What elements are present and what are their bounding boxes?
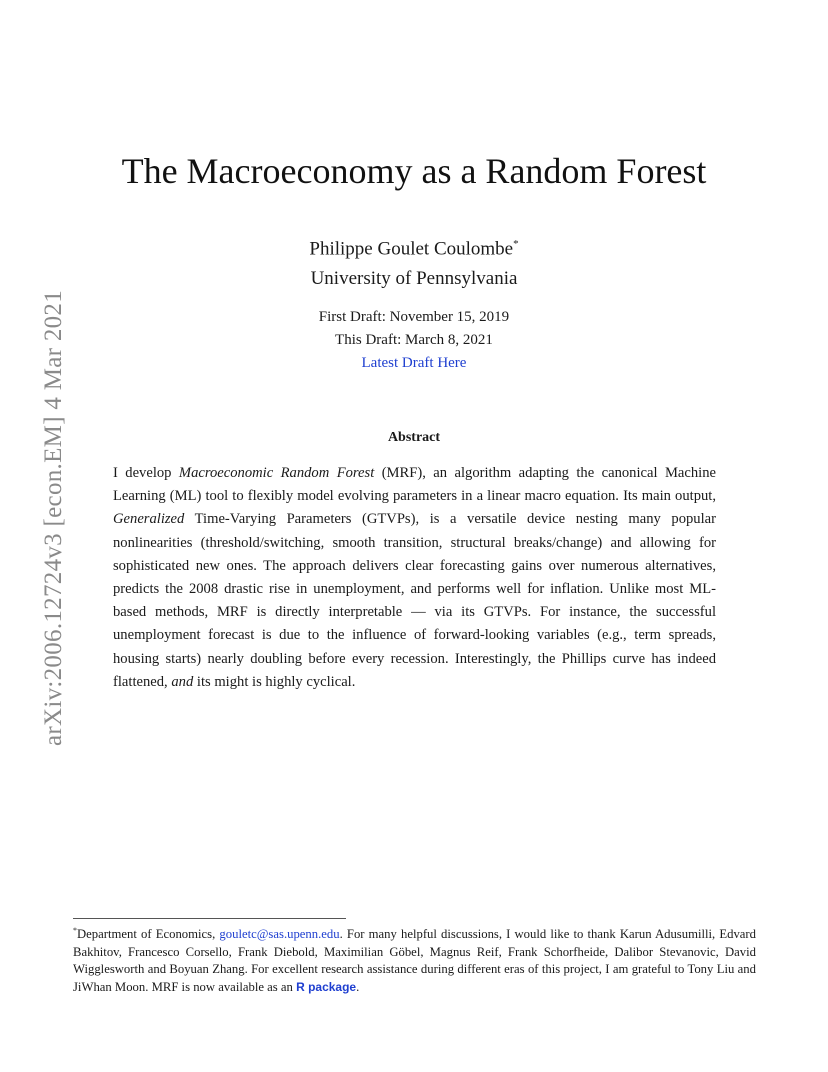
r-package-link[interactable]: R package bbox=[296, 979, 357, 994]
paper-title: The Macroeconomy as a Random Forest bbox=[121, 151, 707, 191]
author-name: Philippe Goulet Coulombe* bbox=[309, 238, 519, 260]
footnote: *Department of Economics, gouletc@sas.upenn.edu. For many helpful discussions, I would like to thank Karun Adusumilli, Edvard Bakhitov, Francesco Corsello, Frank Diebold, Maximilian Göbel, Magnus Reif, Frank Schorfheide, Dalibor Stevanovic, David Wigglesworth and Boyuan Zhang. For excellent research assistance during different eras of this project, I am grateful to Tony Liu and JiWhan Moon. MRF is now available as an R package. bbox=[73, 926, 756, 994]
author-block bbox=[0, 229, 828, 294]
first-draft-date: First Draft: November 15, 2019 bbox=[318, 309, 510, 325]
email-link[interactable]: gouletc@sas.upenn.edu bbox=[219, 927, 340, 942]
latest-draft-link[interactable]: Latest Draft Here bbox=[361, 355, 467, 371]
abstract-heading: Abstract bbox=[387, 430, 441, 445]
author-affiliation: University of Pennsylvania bbox=[310, 268, 518, 290]
draft-dates bbox=[0, 306, 828, 375]
author-footnote-mark: * bbox=[513, 238, 519, 250]
abstract-text: I develop Macroeconomic Random Forest (MRF), an algorithm adapting the canonical Machine Learning (ML) tool to flexibly model evolving parameters in a linear macro equation. Its main output, Generalized Time-Varying Parameters (GTVPs), is a versatile device nesting many popular nonlinearities (threshold/switching, smooth transition, structural breaks/change) and allowing for sophisticated new ones. The approach delivers clear forecasting gains over numerous alternatives, predicts the 2008 drastic rise in unemployment, and performs well for inflation. Unlike most ML-based methods, MRF is directly interpretable — via its GTVPs. For instance, the successful unemployment forecast is due to the influence of forward-looking variables (e.g., term spreads, housing starts) nearly doubling before every recession. Interestingly, the Phillips curve has indeed flattened, and its might is highly cyclical. bbox=[113, 465, 717, 690]
footnote-rule bbox=[73, 918, 346, 919]
this-draft-date: This Draft: March 8, 2021 bbox=[335, 332, 493, 348]
arxiv-stamp: arXiv:2006.12724v3 [econ.EM] 4 Mar 2021 bbox=[40, 289, 67, 747]
